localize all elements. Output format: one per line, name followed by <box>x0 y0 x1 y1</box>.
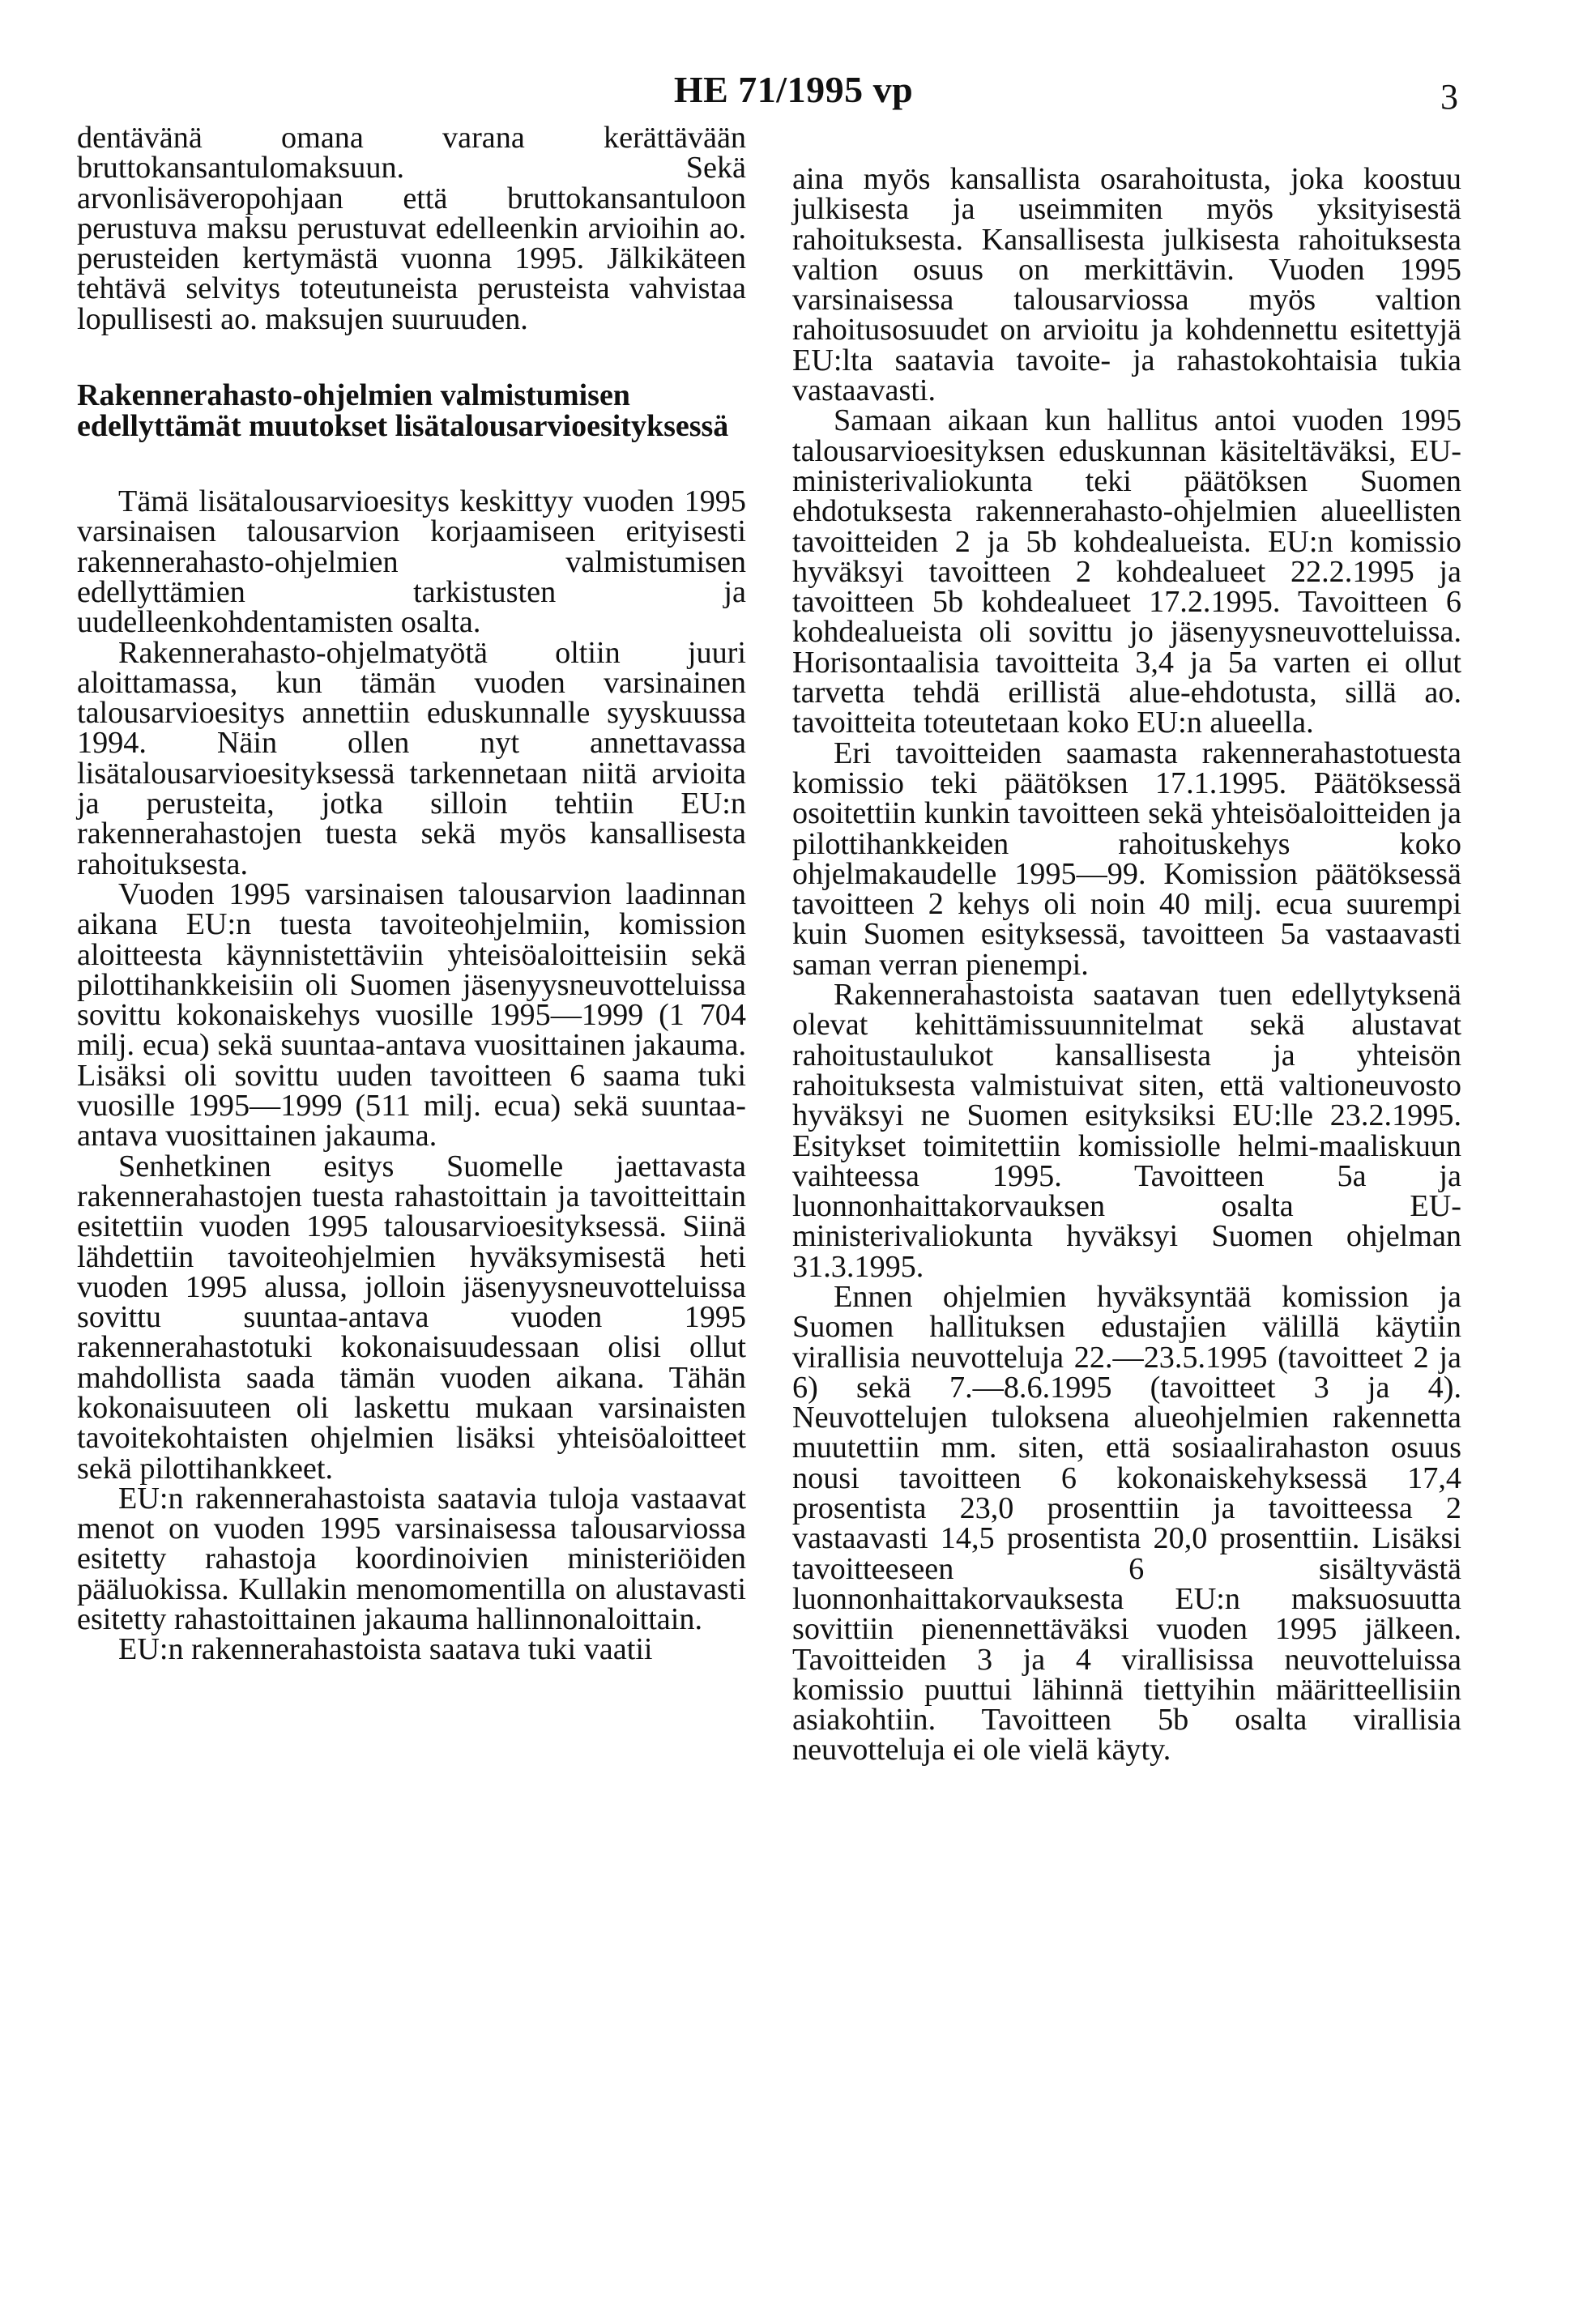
left-paragraph-4: Senhetkinen esitys Suomelle jaettavasta rakennerahastojen tuesta rahastoittain ja tavoitteittain esitettiin vuoden 1995 talousarvioesityksessä. Siinä lähdettiin tavoiteohjelmien hyväksymisestä heti vuoden 1995 alussa, jolloin jäsenyysneuvotteluissa sovittu suuntaa-antava vuoden 1995 rakennerahastotuki kokonaisuudessaan olisi ollut mahdollista saada tämän vuoden aikana. Tähän kokonaisuuteen oli laskettu mukaan varsinaisten tavoitekohtaisten ohjelmien lisäksi yhteisöaloitteet sekä pilottihankkeet. <box>77 1149 746 1486</box>
right-paragraph-1: aina myös kansallista osarahoitusta, joka koostuu julkisesta ja useimmiten myös yksityisestä rahoituksesta. Kansallisesta julkisesta rahoituksesta valtion osuus on merkittävin. Vuoden 1995 varsinaisessa talousarviossa myös valtion rahoitusosuudet on arvioitu ja kohdennettu esitettyjä EU:lta saatavia tavoite- ja rahastokohtaisia tukia vastaavasti. <box>792 162 1461 408</box>
left-intro-paragraph: dentävänä omana varana kerättävään bruttokansantulomaksuun. Sekä arvonlisäveropohjaan että bruttokansantuloon perustuva maksu perustuvat edelleenkin arvioihin ao. perusteiden kertymästä vuonna 1995. Jälkikäteen tehtävä selvitys toteutuneista perusteista vahvistaa lopullisesti ao. maksujen suuruuden. <box>77 121 746 336</box>
right-paragraph-4: Rakennerahastoista saatavan tuen edellytyksenä olevat kehittämissuunnitelmat sekä alustavat rahoitustaulukot kansallisesta ja yhteisön rahoituksesta valmistuivat siten, että valtioneuvosto hyväksyi ne Suomen esityksiksi EU:lle 23.2.1995. Esitykset toimitettiin komissiolle helmi-maaliskuun vaihteessa 1995. Tavoitteen 5a ja luonnonhaittakorvauksen osalta EU-ministerivaliokunta hyväksyi Suomen ohjelman 31.3.1995. <box>792 978 1461 1284</box>
left-paragraph-2: Rakennerahasto-ohjelmatyötä oltiin juuri aloittamassa, kun tämän vuoden varsinainen talousarvioesitys annettiin eduskunnalle syyskuussa 1994. Näin ollen nyt annettavassa lisätalousarvioesityksessä tarkennetaan niitä arvioita ja perusteita, jotka silloin tehtiin EU:n rakennerahastojen tuesta sekä myös kansallisesta rahoituksesta. <box>77 635 746 881</box>
left-paragraph-1: Tämä lisätalousarvioesitys keskittyy vuoden 1995 varsinaisen talousarvion korjaamiseen erityisesti rakennerahasto-ohjelmien valmistumisen edellyttämien tarkistusten ja uudelleenkohdentamisten osalta. <box>77 484 746 640</box>
right-paragraph-3: Eri tavoitteiden saamasta rakennerahastotuesta komissio teki päätöksen 17.1.1995. Päätöksessä osoitettiin kunkin tavoitteen sekä yhteisöaloitteiden ja pilottihankkeiden rahoituskehys koko ohjelmakaudelle 1995—99. Komission päätöksessä tavoitteen 2 kehys oli noin 40 milj. ecua suurempi kuin Suomen esityksessä, tavoitteen 5a vastaavasti saman verran pienempi. <box>792 736 1461 982</box>
page-header-title: HE 71/1995 vp <box>673 69 914 110</box>
section-heading: Rakennerahasto-ohjelmien valmistumisen edellyttämät muutokset lisätalousarvioesityksessä <box>77 378 729 443</box>
left-column <box>77 123 746 1665</box>
left-paragraph-5: EU:n rakennerahastoista saatavia tuloja vastaavat menot on vuoden 1995 varsinaisessa talousarviossa esitetty rahastoja koordinoivien ministeriöiden pääluokissa. Kullakin menomomentilla on alustavasti esitetty rahastoittainen jakauma hallinnonaloittain. <box>77 1481 746 1637</box>
right-paragraph-2: Samaan aikaan kun hallitus antoi vuoden 1995 talousarvioesityksen eduskunnan käsiteltäväksi, EU-ministerivaliokunta teki päätöksen Suomen ehdotuksesta rakennerahasto-ohjelmien alueellisten tavoitteiden 2 ja 5b kohdealueista. EU:n komissio hyväksyi tavoitteen 2 kohdealueet 22.2.1995 ja tavoitteen 5b kohdealueet 17.2.1995. Tavoitteen 6 kohdealueista oli sovittu jo jäsenyysneuvotteluissa. Horisontaalisia tavoitteita 3,4 ja 5a varten ei ollut tarvetta tehdä erillistä alue-ehdotusta, sillä ao. tavoitteita toteutetaan koko EU:n alueella. <box>792 403 1461 740</box>
page-number: 3 <box>1440 77 1458 117</box>
right-paragraph-5: Ennen ohjelmien hyväksyntää komission ja Suomen hallituksen edustajien välillä käytiin virallisia neuvotteluja 22.—23.5.1995 (tavoitteet 2 ja 6) sekä 7.—8.6.1995 (tavoitteet 3 ja 4). Neuvottelujen tuloksena alueohjelmien rakennetta muutettiin mm. siten, että sosiaalirahaston osuus nousi tavoitteen 6 kokonaiskehyksessä 17,4 prosentista 23,0 prosenttiin ja tavoitteessa 2 vastaavasti 14,5 prosentista 20,0 prosenttiin. Lisäksi tavoitteeseen 6 sisältyvästä luonnonhaittakorvauksesta EU:n maksuosuutta sovittiin pienennettäväksi vuoden 1995 jälkeen. Tavoitteiden 3 ja 4 virallisissa neuvotteluissa komissio puuttui lähinnä tiettyihin määritteellisiin asiakohtiin. Tavoitteen 5b osalta virallisia neuvotteluja ei ole vielä käyty. <box>792 1279 1461 1768</box>
left-paragraph-6: EU:n rakennerahastoista saatava tuki vaatii <box>118 1632 653 1667</box>
right-column <box>792 164 1461 1766</box>
left-paragraph-3: Vuoden 1995 varsinaisen talousarvion laadinnan aikana EU:n tuesta tavoiteohjelmiin, komission aloitteesta käynnistettäviin yhteisöaloitteisiin sekä pilottihankkeisiin oli Suomen jäsenyysneuvotteluissa sovittu kokonaiskehys vuosille 1995—1999 (1 704 milj. ecua) sekä suuntaa-antava vuosittainen jakauma. Lisäksi oli sovittu uuden tavoitteen 6 saama tuki vuosille 1995—1999 (511 milj. ecua) sekä suuntaa-antava vuosittainen jakauma. <box>77 876 746 1153</box>
